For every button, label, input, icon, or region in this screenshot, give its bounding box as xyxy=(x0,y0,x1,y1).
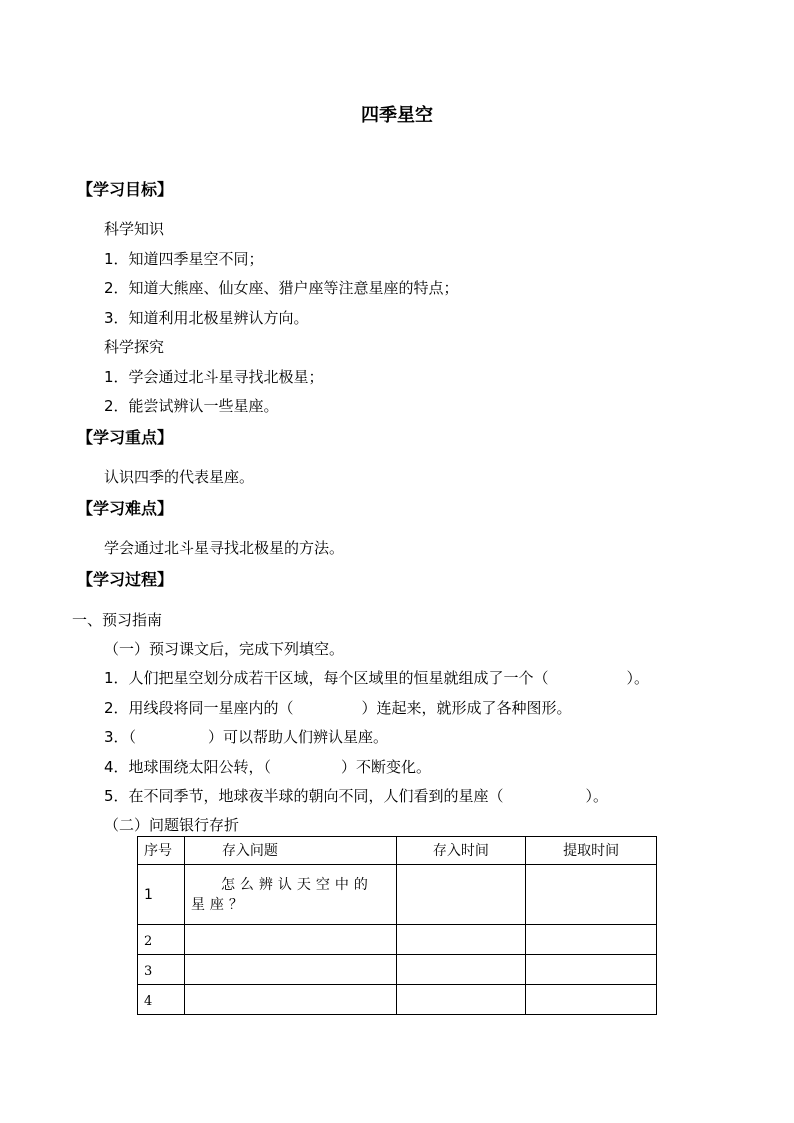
goal-item: 1．学会通过北斗星寻找北极星； xyxy=(104,368,324,386)
withdraw-time-cell[interactable] xyxy=(526,985,657,1015)
row-number: 4 xyxy=(138,985,185,1015)
deposit-time-cell[interactable] xyxy=(396,925,526,955)
withdraw-time-cell[interactable] xyxy=(526,865,657,925)
fill-question-5: 5．在不同季节，地球夜半球的朝向不同，人们看到的星座（ ）。 xyxy=(104,787,609,805)
deposit-time-cell[interactable] xyxy=(396,985,526,1015)
preview-part2: （二）问题银行存折 xyxy=(104,816,240,834)
table-row xyxy=(138,865,657,925)
header-cell: 存入问题 xyxy=(184,837,396,865)
question-cell[interactable] xyxy=(184,985,396,1015)
withdraw-time-cell[interactable] xyxy=(526,925,657,955)
difficulty-text: 学会通过北斗星寻找北极星的方法。 xyxy=(104,539,345,557)
withdraw-time-cell[interactable] xyxy=(526,955,657,985)
process-heading: 【学习过程】 xyxy=(77,570,174,589)
fill-question-3: 3．（ ）可以帮助人们辨认星座。 xyxy=(104,728,389,746)
fill-question-4: 4．地球围绕太阳公转，（ ）不断变化。 xyxy=(104,758,432,776)
difficulty-heading: 【学习难点】 xyxy=(77,499,174,518)
question-cell[interactable]: 怎么辨认天空中的星座？ xyxy=(184,865,396,925)
key-heading: 【学习重点】 xyxy=(77,428,174,447)
deposit-time-cell[interactable] xyxy=(396,865,526,925)
row-number: 2 xyxy=(138,925,185,955)
goal-item: 2．知道大熊座、仙女座、猎户座等注意星座的特点； xyxy=(104,279,459,297)
goals-subheading-knowledge: 科学知识 xyxy=(104,220,165,238)
header-cell: 序号 xyxy=(138,837,185,865)
question-bank-table xyxy=(137,836,657,1015)
preview-part1: （一）预习课文后，完成下列填空。 xyxy=(104,640,345,658)
row-number: 3 xyxy=(138,955,185,985)
table-row xyxy=(138,955,657,985)
row-number: 1 xyxy=(138,865,185,925)
goal-item: 1．知道四季星空不同； xyxy=(104,250,264,268)
table-row xyxy=(138,925,657,955)
fill-question-1: 1．人们把星空划分成若干区域，每个区域里的恒星就组成了一个（ ）。 xyxy=(104,669,650,687)
table-row xyxy=(138,985,657,1015)
table-header-row xyxy=(138,837,657,865)
question-cell[interactable] xyxy=(184,955,396,985)
goals-heading: 【学习目标】 xyxy=(77,180,174,199)
header-cell: 存入时间 xyxy=(396,837,526,865)
question-cell[interactable] xyxy=(184,925,396,955)
goal-item: 3．知道利用北极星辨认方向。 xyxy=(104,309,309,327)
key-text: 认识四季的代表星座。 xyxy=(104,468,255,486)
goals-subheading-inquiry: 科学探究 xyxy=(104,338,165,356)
page-title: 四季星空 xyxy=(361,105,433,126)
preview-heading: 一、预习指南 xyxy=(72,611,163,629)
goal-item: 2．能尝试辨认一些星座。 xyxy=(104,397,279,415)
deposit-time-cell[interactable] xyxy=(396,955,526,985)
header-cell: 提取时间 xyxy=(526,837,657,865)
fill-question-2: 2．用线段将同一星座内的（ ）连起来，就形成了各种图形。 xyxy=(104,699,572,717)
